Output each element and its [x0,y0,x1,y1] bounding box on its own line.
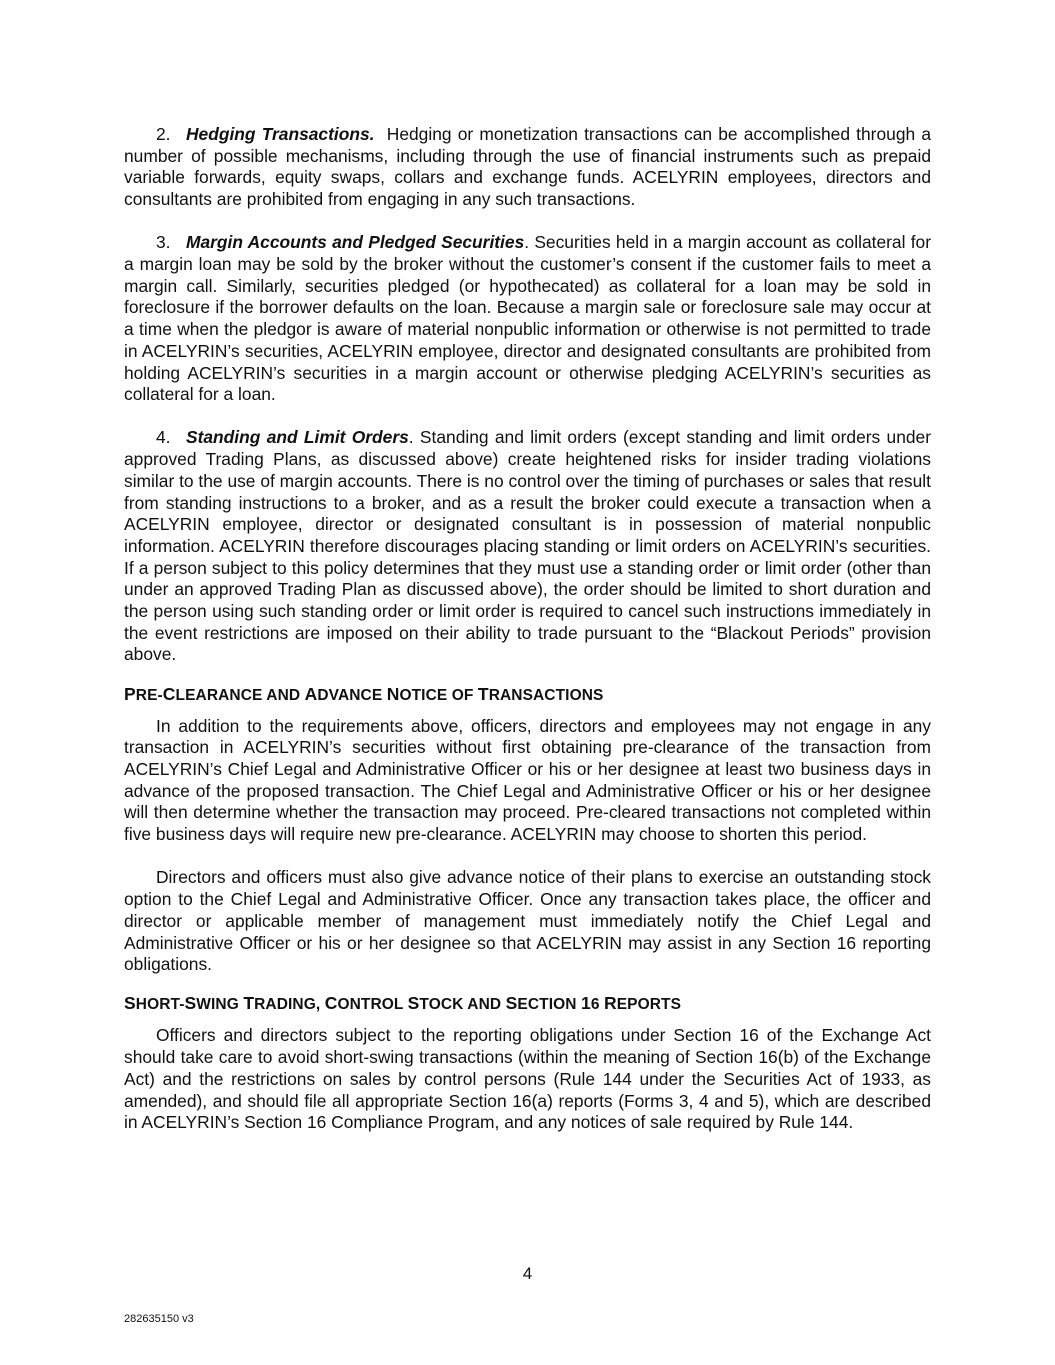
document-id: 282635150 v3 [124,1313,194,1325]
paragraph-heading: Hedging Transactions. [186,124,375,144]
document-page [124,124,931,1155]
numbered-paragraph-margin-accounts [124,232,931,406]
paragraph-heading: Margin Accounts and Pledged Securities [186,232,525,253]
paragraph-heading: Standing and Limit Orders [186,427,409,448]
page-number: 4 [522,1264,533,1283]
numbered-paragraph-hedging [124,124,931,211]
paragraph-number: 4. [156,427,171,448]
section-heading-pre-clearance: PRE-CLEARANCE AND ADVANCE NOTICE OF TRANSACTIONS [124,683,604,704]
section-paragraph: In addition to the requirements above, officers, directors and employees may not engage in any transaction in ACELYRIN’s securities without first obtaining pre-clearance of the transaction from ACELYRIN’s Chief Legal and Administrative Officer or his or her designee at least two business days in advance of the proposed transaction. The Chief Legal and Administrative Officer or his or her designee will then determine whether the transaction may proceed. Pre-cleared transactions not completed within five business days will require new pre-clearance. ACELYRIN may choose to shorten this period. [124,715,931,845]
numbered-paragraph-standing-orders [124,427,931,666]
section-paragraph: Directors and officers must also give advance notice of their plans to exercise an outstanding stock option to the Chief Legal and Administrative Officer. Once any transaction takes place, the officer and director or applicable member of management must immediately notify the Chief Legal and Administrative Officer or his or her designee so that ACELYRIN may assist in any Section 16 reporting obligations. [124,867,931,975]
paragraph-body: . Securities held in a margin account as collateral for a margin loan may be sold by the broker without the customer’s consent if the customer fails to meet a margin call. Similarly, securities pledged (or hypothecated) as collateral for a loan may be sold in foreclosure if the borrower defaults on the loan. Because a margin sale or foreclosure sale may occur at a time when the pledgor is aware of material nonpublic information or otherwise is not permitted to trade in ACELYRIN’s securities, ACELYRIN employee, director and designated consultants are prohibited from holding ACELYRIN’s securities in a margin account or otherwise pledging ACELYRIN’s securities as collateral for a loan. [124,232,931,405]
paragraph-number: 3. [156,232,171,253]
section-heading-short-swing: SHORT-SWING TRADING, CONTROL STOCK AND SECTION 16 REPORTS [124,993,682,1014]
paragraph-number: 2. [156,124,171,144]
paragraph-body: Hedging or monetization transactions can be accomplished through a number of possible mechanisms, including through the use of financial instruments such as prepaid variable forwards, equity swaps, collars and exchange funds. ACELYRIN employees, directors and consultants are prohibited from engaging in any such transactions. [124,124,931,210]
section-paragraph: Officers and directors subject to the reporting obligations under Section 16 of the Exchange Act should take care to avoid short-swing transactions (within the meaning of Section 16(b) of the Exchange Act) and the restrictions on sales by control persons (Rule 144 under the Securities Act of 1933, as amended), and should file all appropriate Section 16(a) reports (Forms 3, 4 and 5), which are described in ACELYRIN’s Section 16 Compliance Program, and any notices of sale required by Rule 144. [124,1025,931,1133]
paragraph-body: . Standing and limit orders (except standing and limit orders under approved Trading Plans, as discussed above) create heightened risks for insider trading violations similar to the use of margin accounts. There is no control over the timing of purchases or sales that result from standing instructions to a broker, and as a result the broker could execute a transaction when a ACELYRIN employee, director or designated consultant is in possession of material nonpublic information. ACELYRIN therefore discourages placing standing or limit orders on ACELYRIN’s securities. If a person subject to this policy determines that they must use a standing order or limit order (other than under an approved Trading Plan as discussed above), the order should be limited to short duration and the person using such standing order or limit order is required to cancel such instructions immediately in the event restrictions are imposed on their ability to trade pursuant to the “Blackout Periods” provision above. [124,427,932,665]
